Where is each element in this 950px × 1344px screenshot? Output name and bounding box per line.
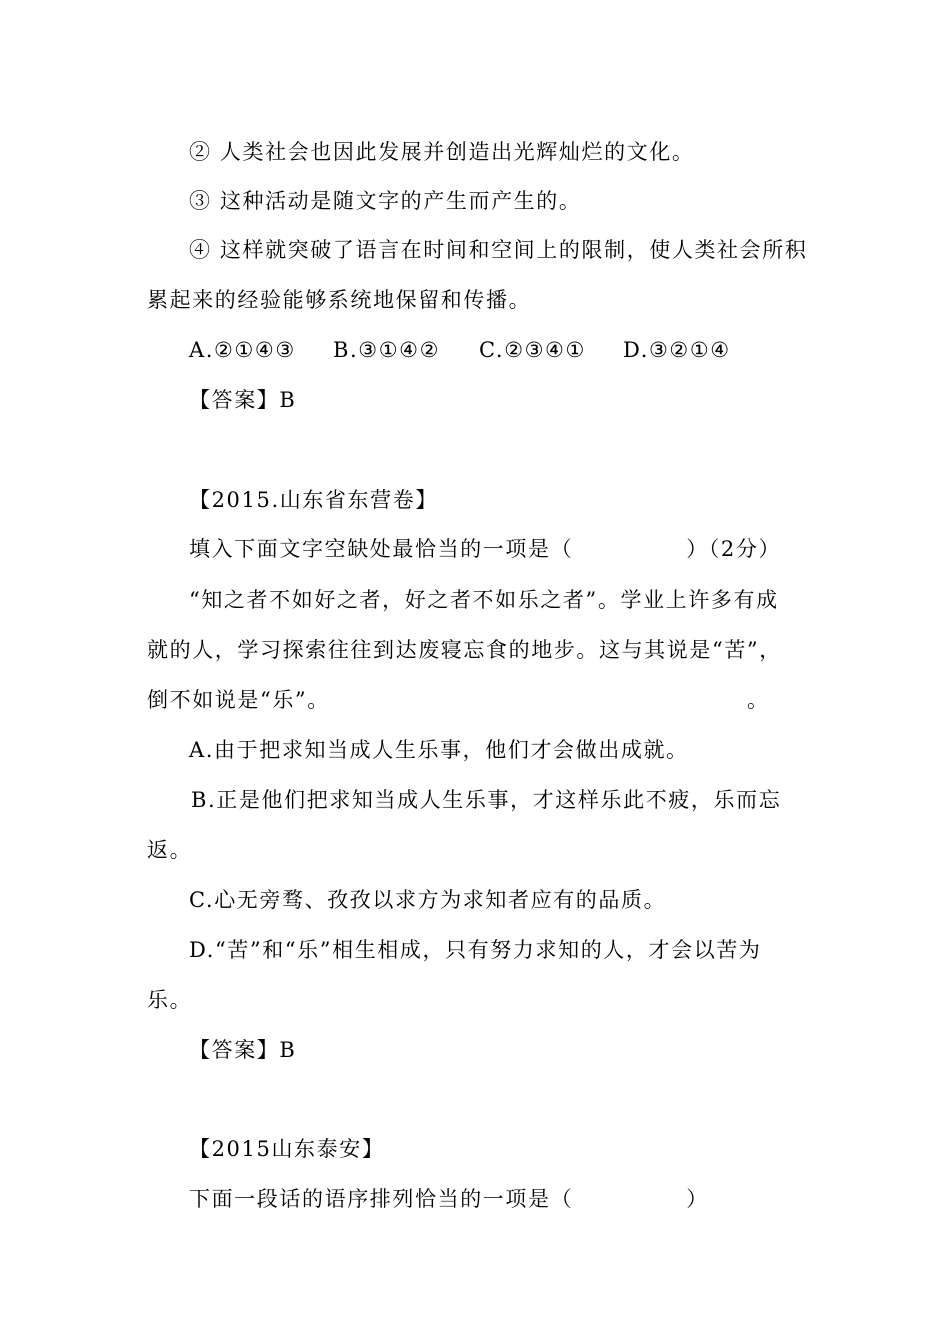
q2-prompt: 填入下面文字空缺处最恰当的一项是（ ）（2分） xyxy=(189,537,782,561)
q2-option-c: C.心无旁骛、孜孜以求方为求知者应有的品质。 xyxy=(189,888,667,912)
q2-source: 【2015.山东省东营卷】 xyxy=(189,488,438,512)
q2-option-b-line-2: 返。 xyxy=(147,838,193,862)
q2-option-d-line-2: 乐。 xyxy=(147,988,193,1012)
q2-option-b-line-1: B.正是他们把求知当成人生乐事，才这样乐此不疲，乐而忘 xyxy=(191,788,782,812)
q2-blank-end-mark: 。 xyxy=(747,688,770,712)
q3-source: 【2015山东泰安】 xyxy=(189,1137,385,1161)
sentence-2: ② 人类社会也因此发展并创造出光辉灿烂的文化。 xyxy=(189,140,695,164)
q1-option-d: D.③②①④ xyxy=(623,338,731,362)
q1-option-a: A.②①④③ xyxy=(189,338,296,362)
sentence-4-line-1: ④ 这样就突破了语言在时间和空间上的限制，使人类社会所积 xyxy=(189,238,808,262)
q2-option-d-line-1: D.“苦”和“乐”相生相成，只有努力求知的人，才会以苦为 xyxy=(189,938,762,962)
q2-option-a: A.由于把求知当成人生乐事，他们才会做出成就。 xyxy=(189,738,689,762)
q2-passage-line-3: 倒不如说是“乐”。 xyxy=(147,688,330,712)
q1-answer: 【答案】B xyxy=(189,388,297,412)
sentence-4-line-2: 累起来的经验能够系统地保留和传播。 xyxy=(147,288,532,312)
q2-answer: 【答案】B xyxy=(189,1038,297,1062)
q2-passage-line-1: “知之者不如好之者，好之者不如乐之者”。学业上许多有成 xyxy=(189,588,779,612)
q2-passage-line-2: 就的人，学习探索往往到达废寝忘食的地步。这与其说是“苦”， xyxy=(147,638,782,662)
q1-options xyxy=(0,336,950,504)
q1-option-b: B.③①④② xyxy=(333,338,441,362)
sentence-3: ③ 这种活动是随文字的产生而产生的。 xyxy=(189,189,582,213)
q3-prompt: 下面一段话的语序排列恰当的一项是（ ） xyxy=(189,1187,709,1211)
q1-option-c: C.②③④① xyxy=(479,338,586,362)
